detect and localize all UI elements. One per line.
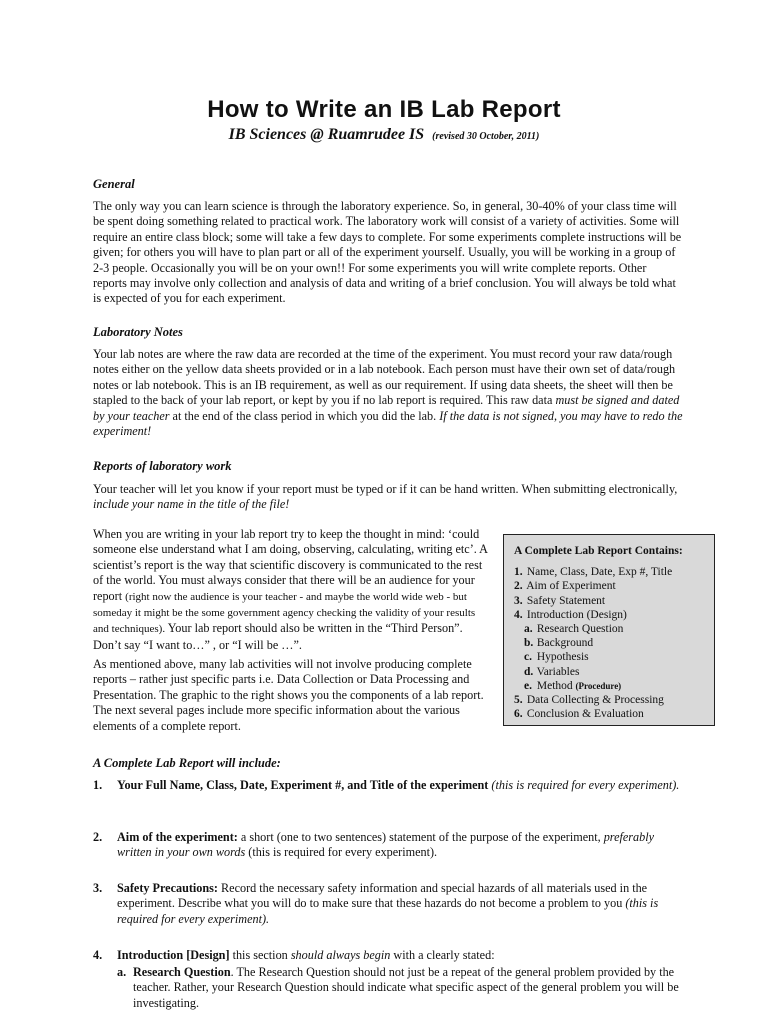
page-title: How to Write an IB Lab Report [207, 96, 561, 123]
list-item: 2. Aim of the experiment: a short (one to two sentences) statement of the purpose of the experiment, preferably written in your own words (this is required for every experiment). [93, 830, 655, 860]
reports-para2-text: When you are writing in your lab report try to keep the thought in mind: ‘could someone else understand what I am doing, observing, calculating, writing etc’. A scientist’s report is the way that scientific discovery is communicated to the rest of the world. You must always consider that there will be an audience for your report [93, 527, 488, 603]
subtitle-text: IB Sciences @ Ruamrudee IS [228, 126, 425, 143]
page-subtitle [0, 126, 768, 144]
lab-notes-tail: at the end of the class period in which you did the lab. [172, 408, 437, 423]
lab-notes-warning: If the data is not signed, you may have to redo the experiment! [93, 408, 683, 439]
list-item: 4. Introduction [Design] this section should always begin with a clearly stated: [93, 948, 495, 962]
box-item: 6. Conclusion & Evaluation [514, 708, 644, 721]
list-item: 1. Your Full Name, Class, Date, Experiment #, and Title of the experiment (this is required for every experiment). [93, 778, 680, 792]
reports-paragraph [93, 482, 683, 513]
reports-paragraph-2 [93, 527, 493, 653]
reports-para2-aside: (right now the audience is your teacher - and maybe the world wide web - but someday it might be the some government agency checking the validity of your results and techniques). [93, 590, 476, 636]
lab-report-contents-box [503, 534, 715, 726]
box-item: 2. Aim of Experiment [514, 580, 616, 593]
reports-text: Your teacher will let you know if your report must be typed or if it can be hand written. When submitting electronically, [93, 482, 678, 496]
box-subitem: d. Variables [524, 665, 580, 678]
section-heading-include: A Complete Lab Report will include: [93, 756, 281, 770]
box-list [514, 565, 704, 721]
box-subitem: e. Method (Procedure) [524, 679, 622, 692]
reports-paragraph-3: As mentioned above, many lab activities will not involve producing complete reports – rather just specific parts i.e. Data Collection or Data Processing and Presentation. The graphic to the right shows you the components of a lab report. The next several pages include more specific information about the various elements of a complete report. [93, 657, 484, 733]
reports-emphasis: include your name in the title of the file! [93, 497, 290, 512]
lab-notes-emphasis: must be signed and dated by your teacher [93, 393, 680, 423]
general-paragraph: The only way you can learn science is through the laboratory experience. So, in general, 30-40% of your class time will be spent doing something related to practical work. The laboratory work will consist of a variety of activities. Some will require an entire class block; some will take a few days to complete. For some experiments complete instructions will be given; for others you will have to plan part or all of the experiment yourself. Usually, you will be working in a group of 2-3 people. Occasionally you will be on your own!! For some experiments you will write complete reports. Other reports may involve only collection and analysis of data and writing of a brief conclusion. You will always be told what is expected of you for each experiment. [93, 199, 682, 306]
section-heading-general: General [93, 177, 135, 191]
box-subitem: a. Research Question [524, 623, 624, 636]
box-item: 1. Name, Class, Date, Exp #, Title [514, 566, 673, 579]
box-item: 5. Data Collecting & Processing [514, 694, 664, 707]
revision-note: (revised 30 October, 2011) [432, 131, 540, 142]
lab-notes-text: Your lab notes are where the raw data are recorded at the time of the experiment. You must record your raw data/rough notes either on the yellow data sheets provided or in a lab notebook. Each person must have their own set of data/rough notes or lab notebook. This is an IB requirement, as well as our requirement. If using data sheets, the sheet will then be stapled to the back of your lab report, or kept by you if no lab report is required. This raw data [93, 347, 676, 408]
box-item: 4. Introduction (Design) [514, 608, 627, 621]
box-subitem: b. Background [524, 637, 594, 650]
box-item: 3. Safety Statement [514, 594, 606, 607]
section-heading-reports: Reports of laboratory work [93, 459, 232, 473]
box-title: A Complete Lab Report Contains: [514, 545, 683, 557]
sub-list-item: a. Research Question. The Research Question should not just be a repeat of the general problem provided by the teacher. Rather, your Research Question should indicate what specific aspect of the general problem you will be investigating. [117, 965, 679, 1010]
box-subitem: c. Hypothesis [524, 651, 589, 664]
list-item: 3. Safety Precautions: Record the necessary safety information and special hazards of all materials used in the experiment. Describe what you will do to make sure that these hazards do not become a problem to you (this is required for every experiment). [93, 881, 659, 926]
reports-para2-tail: Your lab report should also be written in the “Third Person”. Don’t say “I want to…” , or “I will be …”. [93, 621, 463, 652]
section-heading-lab-notes: Laboratory Notes [93, 325, 183, 339]
lab-notes-paragraph [93, 347, 683, 439]
